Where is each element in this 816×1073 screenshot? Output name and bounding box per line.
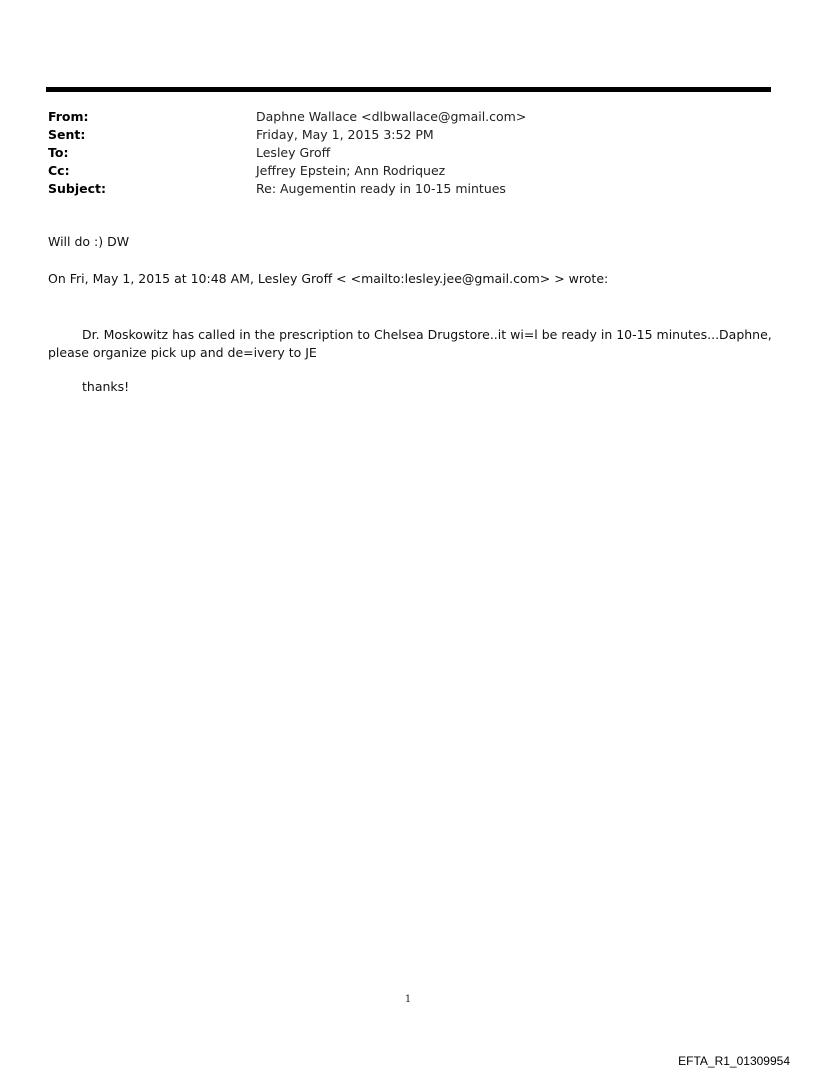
to-value: Lesley Groff [256, 145, 331, 160]
sent-label: Sent: [48, 127, 86, 142]
header-row-subject [48, 180, 768, 198]
page-number: 1 [404, 994, 412, 1005]
subject-label: Subject: [48, 181, 106, 196]
header-divider-rule [46, 87, 771, 92]
bates-number: EFTA_R1_01309954 [678, 1054, 790, 1068]
quoted-message-thanks: thanks! [82, 379, 130, 394]
sent-value: Friday, May 1, 2015 3:52 PM [256, 127, 434, 142]
header-row-from [48, 108, 768, 126]
reply-greeting: Will do :) DW [48, 234, 130, 249]
header-row-to [48, 144, 768, 162]
quoted-message-header: On Fri, May 1, 2015 at 10:48 AM, Lesley Groff < <mailto:lesley.jee@gmail.com> > wrote: [48, 271, 609, 286]
header-row-sent [48, 126, 768, 144]
cc-label: Cc: [48, 163, 70, 178]
cc-value: Jeffrey Epstein; Ann Rodriquez [256, 163, 446, 178]
from-label: From: [48, 109, 89, 124]
subject-value: Re: Augementin ready in 10-15 mintues [256, 181, 506, 196]
from-value: Daphne Wallace <dlbwallace@gmail.com> [256, 109, 527, 124]
email-header-block [48, 108, 768, 198]
header-row-cc [48, 162, 768, 180]
quoted-message-paragraph: Dr. Moskowitz has called in the prescription to Chelsea Drugstore..it wi=l be ready in 10-15 minutes...Daphne, please organize pick up and de=ivery to JE [48, 327, 772, 360]
to-label: To: [48, 145, 69, 160]
